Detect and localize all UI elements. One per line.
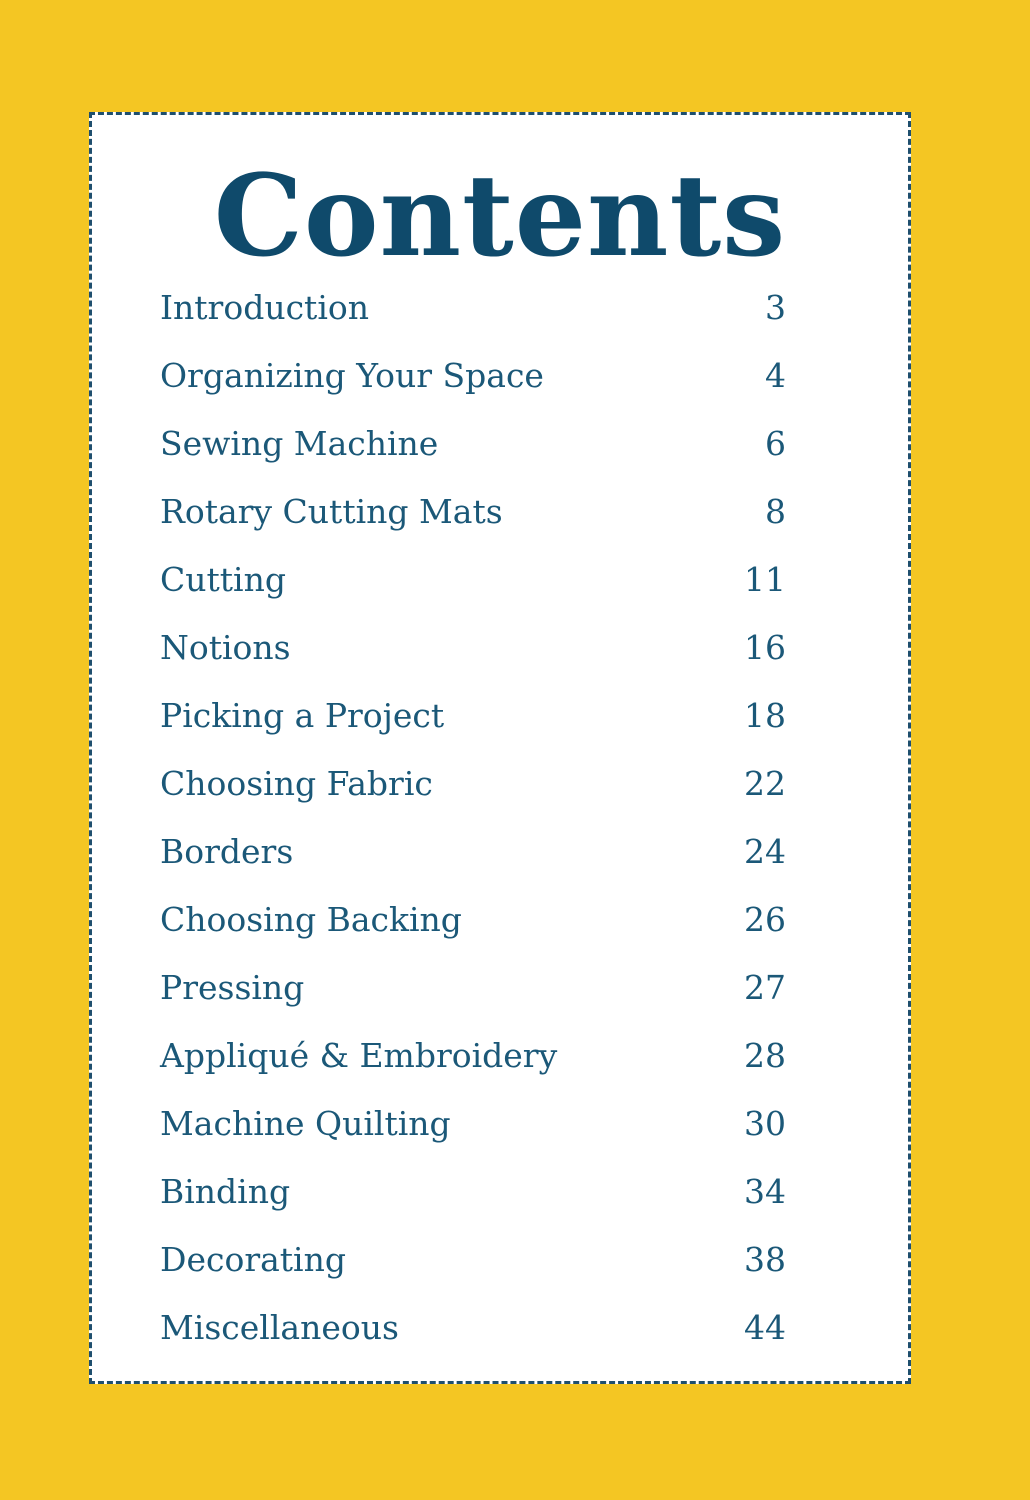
- toc-entry-label: Rotary Cutting Mats: [160, 491, 503, 531]
- toc-entry[interactable]: [160, 477, 786, 545]
- toc-entry-page: 30: [744, 1103, 786, 1143]
- toc-entry-page: 16: [744, 627, 786, 667]
- toc-entry-label: Organizing Your Space: [160, 355, 544, 395]
- toc-entry-label: Appliqué & Embroidery: [160, 1035, 558, 1075]
- toc-entry-label: Binding: [160, 1171, 291, 1211]
- toc-entry-label: Notions: [160, 627, 291, 667]
- toc-entry[interactable]: [160, 545, 786, 613]
- toc-entry-page: 4: [765, 355, 786, 395]
- toc-entry[interactable]: [160, 1225, 786, 1293]
- toc-entry-page: 24: [744, 831, 786, 871]
- toc-entry[interactable]: [160, 1021, 786, 1089]
- toc-entry-label: Introduction: [160, 287, 369, 327]
- toc-entry-page: 3: [765, 287, 786, 327]
- table-of-contents: [160, 273, 786, 1361]
- page-title: Contents: [213, 151, 787, 282]
- toc-entry-label: Sewing Machine: [160, 423, 439, 463]
- toc-entry[interactable]: [160, 273, 786, 341]
- toc-entry-page: 26: [744, 899, 786, 939]
- toc-entry[interactable]: [160, 953, 786, 1021]
- toc-entry[interactable]: [160, 749, 786, 817]
- toc-entry-label: Choosing Backing: [160, 899, 462, 939]
- toc-entry-page: 8: [765, 491, 786, 531]
- toc-entry-page: 38: [744, 1239, 786, 1279]
- toc-entry-page: 6: [765, 423, 786, 463]
- toc-entry-label: Decorating: [160, 1239, 346, 1279]
- toc-entry-label: Miscellaneous: [160, 1307, 399, 1347]
- toc-entry[interactable]: [160, 409, 786, 477]
- toc-entry[interactable]: [160, 613, 786, 681]
- toc-entry[interactable]: [160, 1293, 786, 1361]
- toc-entry-page: 34: [744, 1171, 786, 1211]
- toc-entry[interactable]: [160, 1157, 786, 1225]
- toc-entry-label: Picking a Project: [160, 695, 445, 735]
- toc-entry-label: Pressing: [160, 967, 305, 1007]
- toc-entry[interactable]: [160, 885, 786, 953]
- toc-entry[interactable]: [160, 1089, 786, 1157]
- toc-entry-page: 44: [744, 1307, 786, 1347]
- toc-entry-page: 11: [744, 559, 786, 599]
- toc-entry-label: Machine Quilting: [160, 1103, 451, 1143]
- toc-entry[interactable]: [160, 341, 786, 409]
- contents-card: [89, 112, 911, 1384]
- toc-entry-label: Choosing Fabric: [160, 763, 433, 803]
- toc-entry-page: 27: [744, 967, 786, 1007]
- toc-entry-label: Borders: [160, 831, 294, 871]
- toc-entry-label: Cutting: [160, 559, 286, 599]
- toc-entry-page: 18: [744, 695, 786, 735]
- toc-entry[interactable]: [160, 681, 786, 749]
- toc-entry-page: 28: [744, 1035, 786, 1075]
- toc-entry-page: 22: [744, 763, 786, 803]
- toc-entry[interactable]: [160, 817, 786, 885]
